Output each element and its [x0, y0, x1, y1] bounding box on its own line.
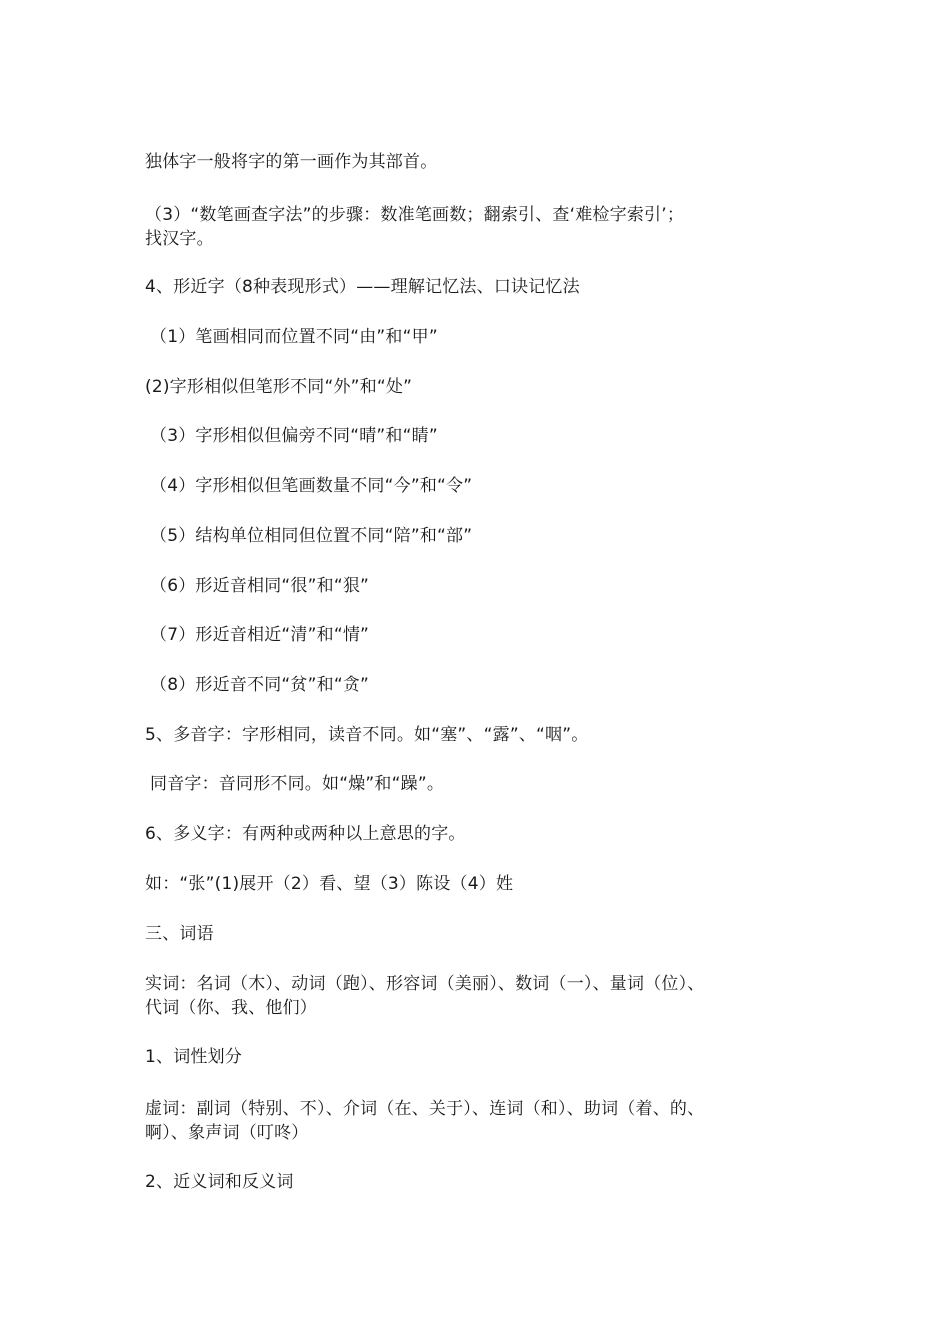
- list-item-similar-1: （1）笔画相同而位置不同“由”和“甲”: [150, 327, 438, 347]
- list-item-similar-5: （5）结构单位相同但位置不同“陪”和“部”: [150, 526, 473, 546]
- paragraph-function-words-line2: 啊）、象声词（叮咚）: [145, 1123, 309, 1143]
- list-item-similar-6: （6）形近音相同“很”和“狠”: [150, 576, 370, 596]
- heading-synonyms-antonyms: 2、近义词和反义词: [145, 1172, 294, 1192]
- list-item-similar-2: (2)字形相似但笔形不同“外”和“处”: [145, 377, 413, 397]
- paragraph-content-words-line2: 代词（你、我、他们）: [145, 998, 317, 1018]
- paragraph-stroke-lookup-line1: （3）“数笔画查字法”的步骤：数准笔画数；翻索引、查‘难检字索引’；: [145, 205, 685, 225]
- list-item-similar-8: （8）形近音不同“贫”和“贪”: [150, 675, 370, 695]
- list-item-similar-7: （7）形近音相近“清”和“情”: [150, 625, 370, 645]
- paragraph-polyphonic: 5、多音字：字形相同，读音不同。如“塞”、“露”、“咽”。: [145, 725, 589, 745]
- heading-words: 三、词语: [145, 924, 214, 944]
- paragraph-homophone: 同音字：音同形不同。如“燥”和“躁”。: [150, 774, 445, 794]
- paragraph-stroke-lookup-line2: 找汉字。: [145, 229, 214, 249]
- paragraph-function-words-line1: 虚词：副词（特别、不）、介词（在、关于）、连词（和）、助词（着、的、: [145, 1099, 705, 1119]
- paragraph-polysemous-example: 如：“张”(1)展开（2）看、望（3）陈设（4）姓: [145, 874, 514, 894]
- paragraph-radical-rule: 独体字一般将字的第一画作为其部首。: [145, 152, 438, 172]
- heading-similar-characters: 4、形近字（8种表现形式）——理解记忆法、口诀记忆法: [145, 277, 580, 297]
- list-item-similar-3: （3）字形相似但偏旁不同“晴”和“睛”: [150, 426, 438, 446]
- paragraph-content-words-line1: 实词：名词（木）、动词（跑）、形容词（美丽）、数词（一）、量词（位）、: [145, 974, 705, 994]
- heading-part-of-speech: 1、词性划分: [145, 1047, 243, 1067]
- list-item-similar-4: （4）字形相似但笔画数量不同“今”和“令”: [150, 476, 473, 496]
- paragraph-polysemous: 6、多义字：有两种或两种以上意思的字。: [145, 824, 466, 844]
